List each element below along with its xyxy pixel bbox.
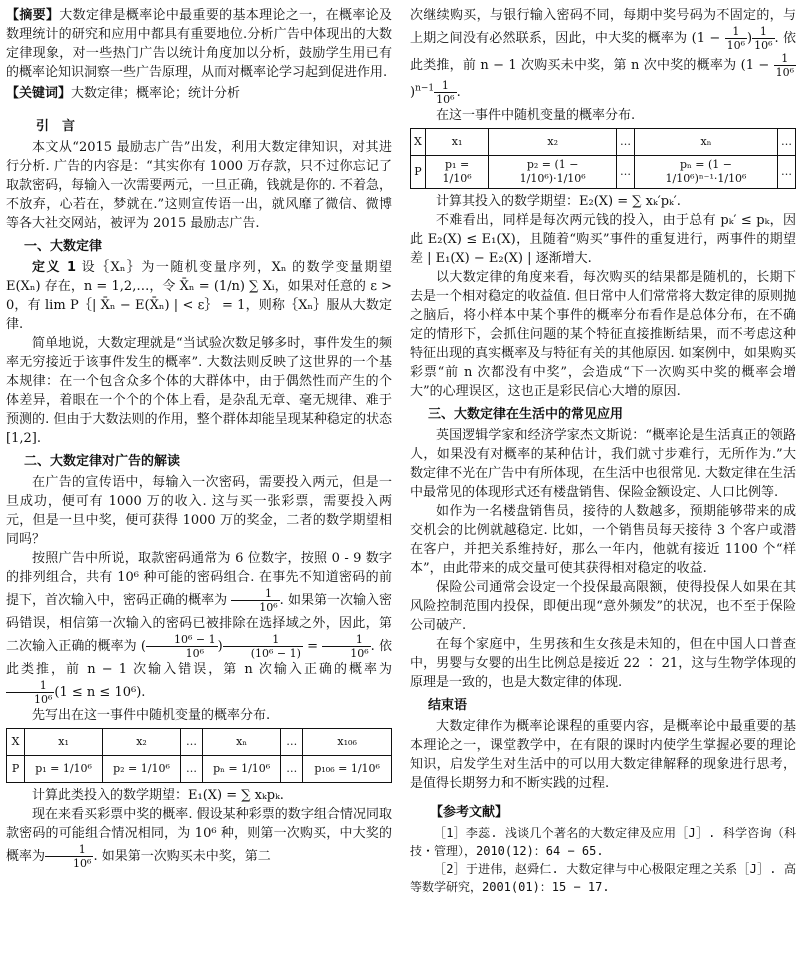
fraction-1-over-10-6-e: $\frac{1}{\text{10⁶}}$ [726, 25, 746, 52]
table-cell: X [7, 729, 25, 756]
lottery-cont-text-b: . 依此类推，前 n − 1 次购买未中奖，第 n 次中奖的概率为 [410, 31, 797, 73]
table-cell: pₙ = (1 − 1/10⁶)ⁿ⁻¹·1/10⁶ [635, 156, 778, 189]
table-cell: xₙ [635, 129, 778, 156]
abstract [6, 6, 392, 82]
table-cell: … [777, 129, 795, 156]
ad-paragraph: 在广告的宣传语中，每输入一次密码，需要投入两元，但是一旦成功，便可有 1000 万的收入. 这与买一张彩票，需要投入两元，但是一旦中奖，便可获得 1000 万的奖金，二者的数学期望相同吗？ [6, 475, 392, 547]
conclusion-heading: 结束语 [428, 698, 468, 713]
table-row [7, 729, 392, 756]
table-cell: x₂ [103, 729, 181, 756]
definition-1 [6, 258, 392, 334]
table-cell: p₁ = 1/10⁶ [25, 756, 103, 783]
fraction-second-try-b: $\frac{1}{\text{(10⁶ − 1)}}$ [223, 633, 303, 660]
fraction-1-over-10-6-b: $\frac{1}{\text{10⁶}}$ [322, 633, 370, 660]
table-cell: … [281, 729, 303, 756]
fraction-1-over-10-6: $\frac{1}{\text{10⁶}}$ [231, 587, 279, 614]
birth-ratio-paragraph: 在每个家庭中，生男孩和生女孩是未知的，但在中国人口普查中，男婴与女婴的出生比例总是接近 22 ∶ 21，这与生物学体现的原理是一致的，也是大数定律的体现. [410, 637, 796, 690]
comparison-paragraph: 不难看出，同样是每次两元钱的投入，由于总有 pₖ′ ≤ pₖ，因此 E₂(X) ≤ E₁(X)，且随着“购买”事件的重复进行，两事件的期望差 | E₁(X) − E₂(X) | 逐渐增大. [410, 213, 796, 266]
section2-heading: 二、大数定律对广告的解读 [24, 454, 181, 469]
fraction-second-try: $\frac{\text{10⁶ − 1}}{\text{10⁶}}$ [146, 633, 218, 660]
table-cell: x₁₀₆ [303, 729, 392, 756]
fraction-1-over-10-6-d: $\frac{1}{\text{10⁶}}$ [45, 843, 93, 870]
table-cell: x₁ [25, 729, 103, 756]
intro-paragraph: 本文从“2015 最励志广告”出发，利用大数定律知识，对其进行分析. 广告的内容是：“其实你有 1000 万存款，只不过你忘记了取款密码，每输入一次需要两元，一旦正确，钱就是你的. 不着急，不放弃，心若在，梦就在.”这则宣传语一出，就风靡了微信、微博等各大社交网站，被评为 2015 最励志广告. [6, 140, 392, 231]
intro-heading: 引 言 [36, 119, 76, 134]
right-column [410, 6, 796, 896]
lottery-text-b: . 如果第一次购买未中奖，第二 [93, 849, 271, 864]
fraction-1-over-10-6-g: $\frac{1}{\text{10⁶}}$ [775, 52, 794, 79]
abstract-text: 大数定律是概率论中最重要的基本理论之一，在概率论及数理统计的研究和应用中都具有重要地位.分析广告中体现出的大数定律现象，对一些热门广告以统计角度加以分析，鼓励学生用已有的概率论知识洞察一些广告原理，从而对概率论学习起到促进作用. [6, 8, 392, 80]
table-cell: … [281, 756, 303, 783]
insurance-paragraph: 保险公司通常会设定一个投保最高限额，使得投保人如果在其风险控制范围内投保，即便出现“意外频发”的状况，也不至于保险公司破产. [410, 580, 796, 633]
lln-perspective-paragraph: 以大数定律的角度来看，每次购买的结果都是随机的，长期下去是一个相对稳定的收益值. 但日常中人们常常将大数定律的原则抛之脑后，将小样本中某个事件的概率分布看作是总体分布，在不确定的情形下，会抓住问题的某个特征直接推断结果，而不考虑这种特征出现的真实概率及与特征有关的其他原因. 如案例中，如果购买彩票“前 n 次都没有中奖”，会造成“下一次购买中奖的概率会增大”的心理误区，这也正是彩民信心大增的原因. [410, 270, 796, 399]
password-text-b: . 如果第一次输入密码错误，相信第一次输入的密码已被排除在选择域之外，因此，第二次输入正确的概率为 [6, 593, 392, 654]
table-cell: X [411, 129, 426, 156]
references-heading: 【参考文献】 [430, 805, 509, 820]
password-text-c: . 依此类推，前 n − 1 次输入错误，第 n 次输入正确的概率为 [6, 639, 392, 677]
table-cell: xₙ [202, 729, 280, 756]
fraction-1-over-10-6-c: $\frac{1}{\text{10⁶}}$ [6, 679, 54, 706]
distribution-table-2 [410, 128, 796, 189]
abstract-tag: 【摘要】 [6, 8, 60, 23]
table-cell: P [411, 156, 426, 189]
section3-heading: 三、大数定律在生活中的常见应用 [428, 407, 624, 422]
expectation-1: 计算此类投入的数学期望：E₁(X) = ∑ xₖpₖ. [32, 788, 284, 803]
table-row [7, 756, 392, 783]
fraction-1-over-10-6-h: $\frac{1}{\text{10⁶}}$ [436, 79, 455, 106]
left-column [6, 6, 392, 870]
reference-1: ［1］李蕊. 浅谈几个著名的大数定律及应用［J］. 科学咨询（科技・管理），2010(12)：64 − 65. [410, 826, 796, 858]
password-text-a: 按照广告中所说，取款密码通常为 6 位数字，按照 0 - 9 数字的排列组合，共有 10⁶ 种可能的密码组合. 在事先不知道密码的前提下，首次输入中，密码正确的概率为 [6, 551, 392, 608]
table-cell: p₂ = (1 − 1/10⁶)·1/10⁶ [489, 156, 617, 189]
table-cell: … [617, 156, 635, 189]
lottery-cont-text-a: 次继续购买，与银行输入密码不同，每期中奖号码为不固定的，与上期之间没有必然联系，因此，中大奖的概率为 [410, 8, 796, 46]
references [410, 803, 796, 896]
distribution-intro-2: 在这一事件中随机变量的概率分布. [436, 108, 636, 123]
table-cell: x₁ [425, 129, 489, 156]
table-cell: pₙ = 1/10⁶ [202, 756, 280, 783]
password-text-d: (1 ≤ n ≤ 10⁶). [54, 685, 146, 700]
definition-label: 定义 1 [32, 260, 76, 275]
expectation-2: 计算其投入的数学期望：E₂(X) = ∑ xₖ′pₖ′. [436, 194, 681, 209]
lln-explanation: 简单地说，大数定理就是“当试验次数足够多时，事件发生的频率无穷接近于该事件发生的概率”. 大数法则反映了这世界的一个基本规律：在一个包含众多个体的大群体中，由于偶然性而产生的个体差异，着眼在一个个的个体上看，是杂乱无章、毫无规律、难于预测的. 但由于大数法则的作用，整个群体却能呈现某种稳定的状态[1,2]. [6, 336, 392, 446]
keywords-text: 大数定律；概率论；统计分析 [71, 86, 241, 101]
table-cell: p₂ = 1/10⁶ [103, 756, 181, 783]
table-cell: P [7, 756, 25, 783]
table-cell: … [180, 729, 202, 756]
table-cell: p₁ = 1/10⁶ [425, 156, 489, 189]
lottery-paragraph [6, 805, 392, 870]
password-paragraph: 按照广告中所说，取款密码通常为 6 位数字，按照 0 - 9 数字的排列组合，共有 10⁶ 种可能的密码组合. 在事先不知道密码的前提下，首次输入中，密码正确的概率为 $\frac{1}{\text{10⁶}}$ . 如果第一次输入密码错误，相信第一次输入的密码已被排除在选择域之外，因此，第二次输入正确的概率为 ( $\frac{\text{10⁶ − 1}}{\text{10⁶}}$ ) $\frac{1}{\text{(10⁶ − 1)}}$ = $\frac{1}{\text{10⁶}}$ . 依此类推，前 n − 1 次输入错误，第 n 次输入正确的概率为 $\frac{1}{\text{10⁶}}$ (1 ≤ n ≤ 10⁶). [6, 551, 392, 706]
distribution-intro-1: 先写出在这一事件中随机变量的概率分布. [32, 708, 271, 723]
table-cell: x₂ [489, 129, 617, 156]
lottery-continued: 次继续购买，与银行输入密码不同，每期中奖号码为不固定的，与上期之间没有必然联系，因此，中大奖的概率为 (1 − $\frac{1}{\text{10⁶}}$ ) $\frac{1}{\text{10⁶}}$ . 依此类推，前 n − 1 次购买未中奖，第 n 次中奖的概率为 (1 − $\frac{1}{\text{10⁶}}$ )$^{n-1}$ $\frac{1}{\text{10⁶}}$ . [410, 8, 797, 106]
distribution-table-1 [6, 728, 392, 783]
table-cell: … [777, 156, 795, 189]
definition-text-b: ε > 0，有 lim P｛| X̄ₙ − E(X̄ₙ) | < ε｝ = 1，则称｛Xₙ｝服从大数定律. [6, 279, 393, 332]
table-row [411, 129, 796, 156]
keywords [6, 84, 392, 103]
table-row [411, 156, 796, 189]
table-cell: … [180, 756, 202, 783]
keywords-tag: 【关键词】 [6, 86, 72, 101]
reference-2: ［2］于进伟，赵舜仁. 大数定律与中心极限定理之关系［J］. 高等数学研究，2001(01)：15 − 17. [410, 862, 796, 894]
table-cell: p₁₀₆ = 1/10⁶ [303, 756, 392, 783]
section1-heading: 一、大数定律 [24, 239, 103, 254]
table-cell: … [617, 129, 635, 156]
jevons-paragraph: 英国逻辑学家和经济学家杰文斯说：“概率论是生活真正的领路人，如果没有对概率的某种估计，我们就寸步难行，无所作为.”大数定律不光在广告中有所体现，在生活中也很常见. 大数定律在生活中最常见的体现形式还有楼盘销售、保险金额设定、人口比例等. [410, 428, 796, 500]
real-estate-paragraph: 如作为一名楼盘销售员，接待的人数越多，预期能够带来的成交机会的比例就越稳定. 比如，一个销售员每天接待 3 个客户或潜在客户，并把关系维持好，那么一年内，他就有接近 1100 个“样本”，由此带来的成交量可使其获得相对稳定的收益. [410, 504, 796, 576]
conclusion-paragraph: 大数定律作为概率论课程的重要内容，是概率论中最重要的基本理论之一，课堂教学中，在有限的课时内使学生掌握必要的理论知识，启发学生对生活中的可以用大数定律解释的现象进行思考，是值得长期努力和不断实践的过程. [410, 719, 796, 791]
lottery-text-a: 现在来看买彩票中奖的概率. 假设某种彩票的数字组合情况同取款密码的可能组合情况相同，为 10⁶ 种，则第一次购买，中大奖的概率为 [6, 807, 392, 864]
definition-text-a: 设｛Xₙ｝为一随机变量序列，Xₙ 的数学变量期望 E(Xₙ) 存在，n = 1,2,…，令 X̄ₙ = (1/n) ∑ Xᵢ，如果对任意的 [6, 260, 392, 294]
fraction-1-over-10-6-f: $\frac{1}{\text{10⁶}}$ [754, 25, 773, 52]
